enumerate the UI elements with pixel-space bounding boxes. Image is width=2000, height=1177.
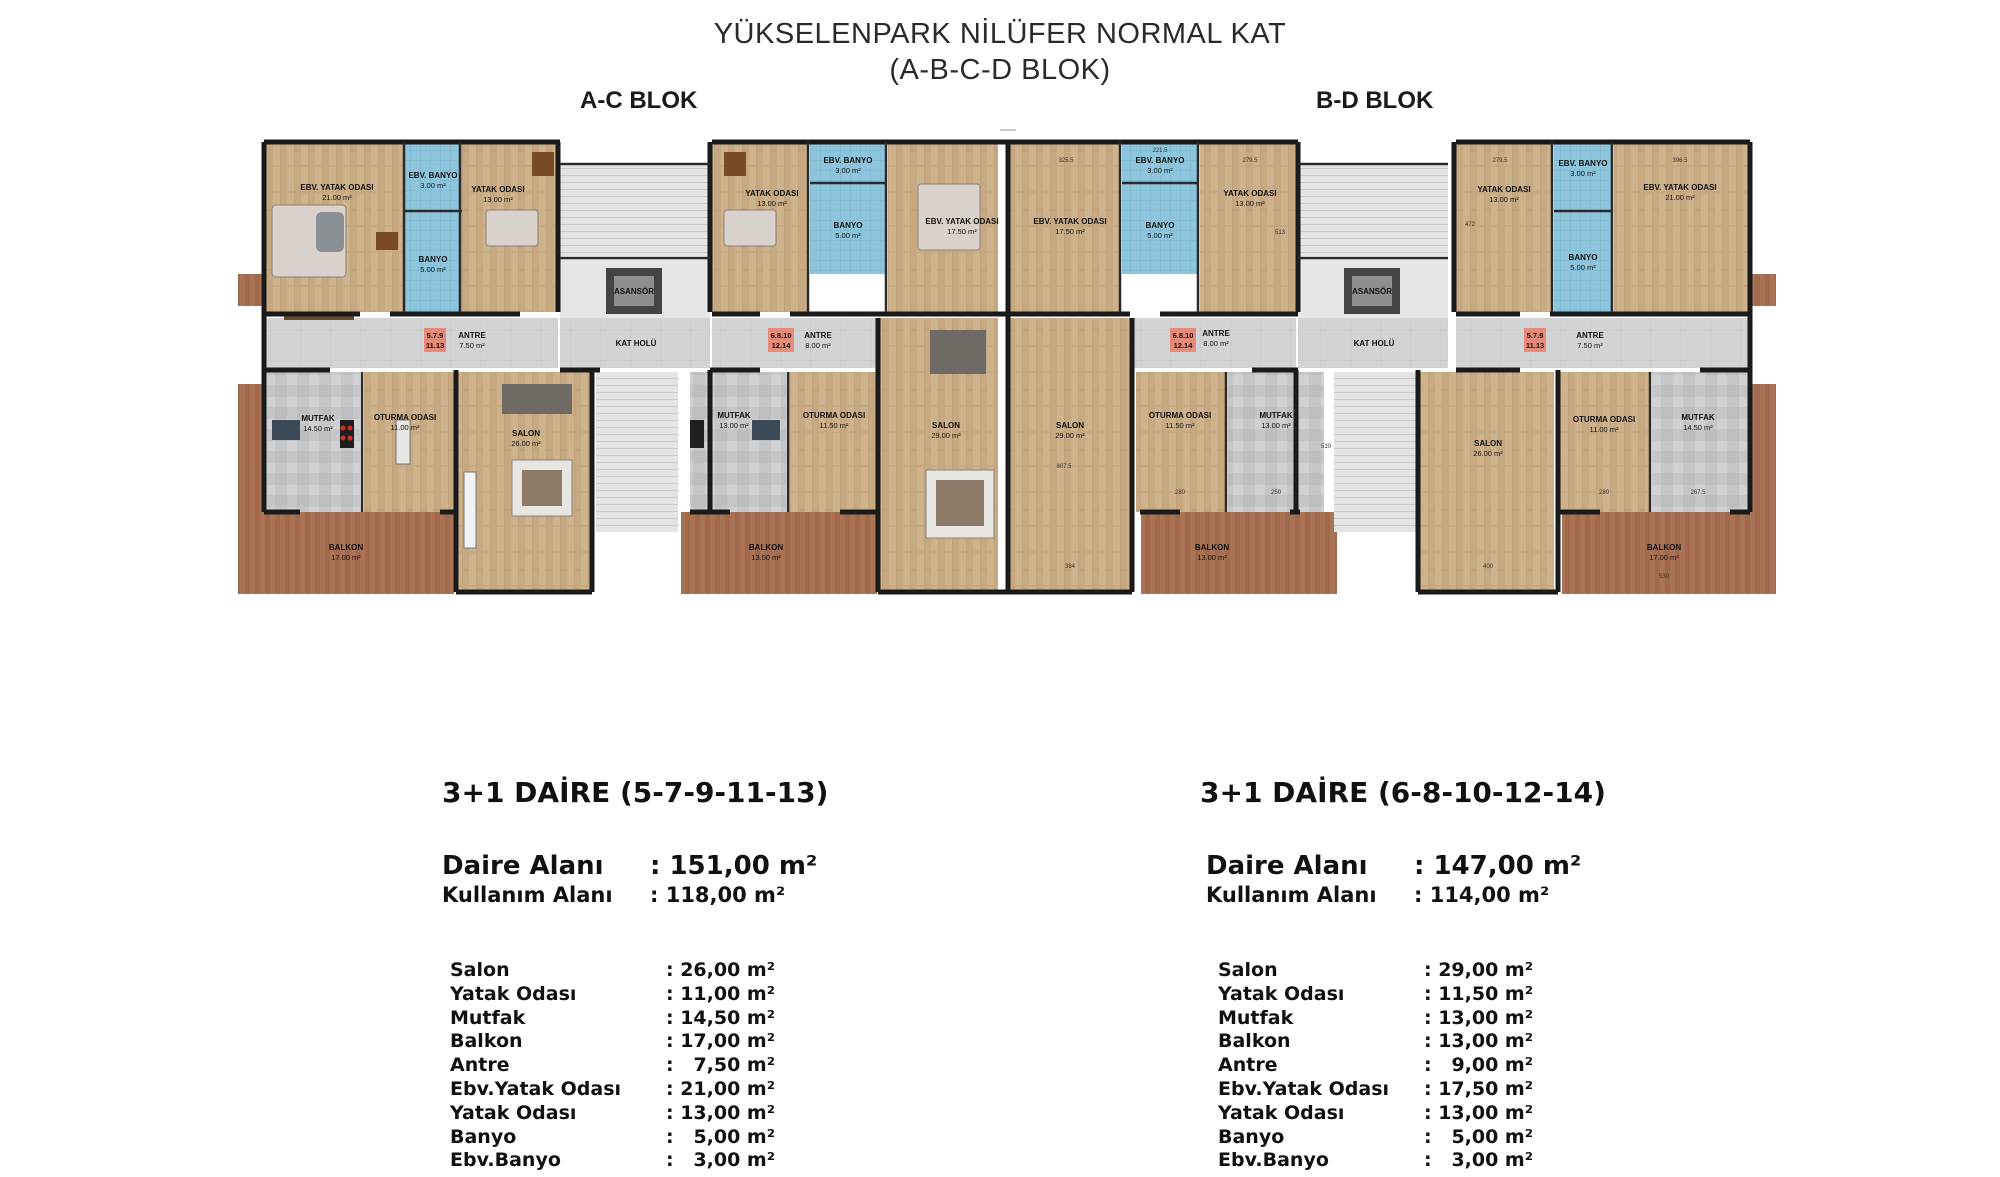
room-name: Ebv.Yatak Odası: [1218, 1077, 1390, 1100]
label-oturma-3: OTURMA ODASI: [1148, 411, 1212, 420]
dim-279-5: 279.5: [1242, 158, 1258, 164]
tag-apt-2a: 6.8.10: [770, 331, 792, 340]
room-area: : 13,00 m²: [1424, 1101, 1534, 1124]
room-name: Mutfak: [1218, 1006, 1294, 1029]
area-yatak-2: 13.00 m²: [757, 199, 787, 208]
area-salon-2: 29.00 m²: [931, 431, 961, 440]
area-antre-2: 8.00 m²: [805, 341, 831, 350]
dim-267-5: 267.5: [1690, 490, 1706, 496]
label-yatak-3: YATAK ODASI: [1223, 189, 1277, 198]
room-name: Balkon: [450, 1030, 523, 1053]
label-oturma-4: OTURMA ODASI: [1572, 415, 1636, 424]
tag-apt-1b: 11.13: [425, 341, 445, 350]
dim-221-5: 221.5: [1152, 148, 1168, 154]
room-name: Antre: [450, 1054, 510, 1077]
room-area: : 13,00 m²: [666, 1101, 776, 1124]
label-banyo-4: BANYO: [1568, 253, 1598, 262]
plan-title: YÜKSELENPARK NİLÜFER NORMAL KAT: [713, 18, 1287, 50]
label-ebv-banyo-3: EBV. BANYO: [1135, 156, 1185, 165]
room-name: Antre: [1218, 1054, 1278, 1077]
label-kat-holu-2: KAT HOLÜ: [1353, 339, 1395, 348]
room-row: [1218, 1126, 1606, 1150]
room-area: : 13,00 m²: [1424, 1006, 1534, 1029]
plan-subtitle: (A-B-C-D BLOK): [889, 54, 1111, 86]
room-area: : 14,50 m²: [666, 1006, 776, 1029]
apartment-title: 3+1 DAİRE (6-8-10-12-14): [1200, 776, 1606, 809]
label-mutfak-1: MUTFAK: [301, 414, 335, 423]
label-kat-holu-1: KAT HOLÜ: [615, 339, 657, 348]
tag-apt-4b: 11.13: [1525, 341, 1545, 350]
room-area: : 3,00 m²: [666, 1149, 776, 1172]
area-yatak-4: 13.00 m²: [1489, 195, 1519, 204]
label-banyo-3: BANYO: [1145, 221, 1175, 230]
area-antre-4: 7.50 m²: [1577, 341, 1603, 350]
daire-alani-label: Daire Alanı: [442, 851, 604, 881]
label-yatak-1: YATAK ODASI: [471, 185, 525, 194]
dim-510: 510: [1320, 444, 1332, 450]
room-name: Yatak Odası: [450, 1101, 577, 1124]
area-balkon-2: 13.00 m²: [751, 553, 781, 562]
room-row: [1218, 959, 1606, 983]
area-oturma-3: 11.50 m²: [1165, 421, 1195, 430]
area-salon-3: 29.00 m²: [1055, 431, 1085, 440]
room-row: [1218, 1007, 1606, 1031]
daire-alani-value: : 147,00 m²: [1414, 851, 1582, 881]
area-ebv-banyo-4: 3.00 m²: [1570, 169, 1596, 178]
kullanim-alani-row: [1206, 883, 1606, 907]
area-oturma-2: 11.50 m²: [819, 421, 849, 430]
room-row: [1218, 983, 1606, 1007]
room-row: [1218, 1102, 1606, 1126]
room-name: Yatak Odası: [450, 982, 577, 1005]
area-ebv-yatak-1: 21.00 m²: [322, 193, 352, 202]
room-name: Salon: [450, 959, 510, 981]
label-salon-3: SALON: [1056, 421, 1084, 430]
room-name: Salon: [1218, 959, 1278, 981]
tag-apt-1a: 5.7.9: [426, 331, 444, 340]
daire-alani-row: [1206, 851, 1606, 881]
room-row: [450, 1149, 828, 1173]
room-name: Ebv.Yatak Odası: [450, 1077, 622, 1100]
dim-400: 400: [1482, 564, 1494, 570]
area-salon-4: 26.00 m²: [1473, 449, 1503, 458]
apartment-info-right: [1200, 776, 1606, 1173]
label-balkon-2: BALKON: [748, 543, 784, 552]
room-row: [450, 1078, 828, 1102]
label-yatak-4: YATAK ODASI: [1477, 185, 1531, 194]
label-antre-3: ANTRE: [1202, 329, 1230, 338]
label-oturma-2: OTURMA ODASI: [802, 411, 866, 420]
tag-apt-4a: 5.7.9: [1526, 331, 1544, 340]
label-antre-2: ANTRE: [804, 331, 832, 340]
label-ebv-yatak-4: EBV. YATAK ODASI: [1643, 183, 1717, 192]
kullanim-alani-label: Kullanım Alanı: [1206, 883, 1377, 907]
area-antre-1: 7.50 m²: [459, 341, 485, 350]
room-row: [1218, 1149, 1606, 1173]
room-area: : 11,50 m²: [1424, 982, 1534, 1005]
area-oturma-1: 11.00 m²: [390, 423, 420, 432]
label-ebv-banyo-1: EBV. BANYO: [408, 171, 458, 180]
area-salon-1: 26.00 m²: [511, 439, 541, 448]
room-list: [450, 959, 828, 1173]
room-name: Banyo: [450, 1125, 517, 1148]
room-row: [450, 959, 828, 983]
dim-530: 530: [1658, 574, 1670, 580]
room-area: : 29,00 m²: [1424, 959, 1534, 981]
room-area: : 5,00 m²: [666, 1125, 776, 1148]
dim-513: 513: [1274, 230, 1286, 236]
daire-alani-value: : 151,00 m²: [650, 851, 818, 881]
area-banyo-2: 5.00 m²: [835, 231, 861, 240]
label-asansor-2: ASANSÖR: [1351, 287, 1393, 296]
tag-apt-3b: 12.14: [1173, 341, 1193, 350]
label-salon-1: SALON: [512, 429, 540, 438]
label-balkon-4: BALKON: [1646, 543, 1682, 552]
dim-325-5: 325.5: [1058, 158, 1074, 164]
area-mutfak-3: 13.00 m²: [1261, 421, 1291, 430]
label-balkon-1: BALKON: [328, 543, 364, 552]
dim-384: 384: [1064, 564, 1076, 570]
label-antre-4: ANTRE: [1576, 331, 1604, 340]
area-ebv-yatak-2: 17.50 m²: [947, 227, 977, 236]
room-name: Ebv.Banyo: [1218, 1149, 1329, 1172]
room-row: [450, 983, 828, 1007]
dim-807-5: 807.5: [1056, 464, 1072, 470]
apartment-info-left: [442, 776, 828, 1173]
room-name: Yatak Odası: [1218, 982, 1345, 1005]
label-banyo-2: BANYO: [833, 221, 863, 230]
label-salon-2: SALON: [932, 421, 960, 430]
room-name: Ebv.Banyo: [450, 1149, 561, 1172]
area-antre-3: 8.00 m²: [1203, 339, 1229, 348]
area-ebv-banyo-1: 3.00 m²: [420, 181, 446, 190]
block-label-right: B-D BLOK: [1316, 87, 1434, 114]
label-balkon-3: BALKON: [1194, 543, 1230, 552]
room-name: Yatak Odası: [1218, 1101, 1345, 1124]
area-yatak-3: 13.00 m²: [1235, 199, 1265, 208]
dim-280-b: 280: [1598, 490, 1610, 496]
room-area: : 13,00 m²: [1424, 1030, 1534, 1053]
tag-apt-2b: 12.14: [771, 341, 791, 350]
dim-472: 472: [1464, 222, 1476, 228]
room-area: : 5,00 m²: [1424, 1125, 1534, 1148]
room-row: [450, 1102, 828, 1126]
kullanim-alani-value: : 118,00 m²: [650, 883, 786, 907]
label-oturma-1: OTURMA ODASI: [373, 413, 437, 422]
dim-279-5-b: 279.5: [1492, 158, 1508, 164]
daire-alani-row: [442, 851, 828, 881]
label-ebv-yatak-1: EBV. YATAK ODASI: [300, 183, 374, 192]
area-banyo-1: 5.00 m²: [420, 265, 446, 274]
label-mutfak-2: MUTFAK: [717, 411, 751, 420]
label-ebv-banyo-4: EBV. BANYO: [1558, 159, 1608, 168]
area-ebv-banyo-2: 3.00 m²: [835, 166, 861, 175]
label-asansor-1: ASANSÖR: [613, 287, 655, 296]
room-name: Mutfak: [450, 1006, 526, 1029]
room-area: : 26,00 m²: [666, 959, 776, 981]
area-mutfak-2: 13.00 m²: [719, 421, 749, 430]
area-ebv-yatak-4: 21.00 m²: [1665, 193, 1695, 202]
tag-apt-3a: 6.8.10: [1172, 331, 1194, 340]
area-ebv-yatak-3: 17.50 m²: [1055, 227, 1085, 236]
dim-396-5: 396.5: [1672, 158, 1688, 164]
room-row: [1218, 1030, 1606, 1054]
room-row: [450, 1030, 828, 1054]
kullanim-alani-value: : 114,00 m²: [1414, 883, 1550, 907]
area-mutfak-1: 14.50 m²: [303, 424, 333, 433]
room-area: : 7,50 m²: [666, 1054, 776, 1077]
area-yatak-1: 13.00 m²: [483, 195, 513, 204]
room-area: : 17,00 m²: [666, 1030, 776, 1053]
label-banyo-1: BANYO: [418, 255, 448, 264]
area-banyo-3: 5.00 m²: [1147, 231, 1173, 240]
room-row: [450, 1126, 828, 1150]
dim-280: 280: [1174, 490, 1186, 496]
room-area: : 11,00 m²: [666, 982, 776, 1005]
label-mutfak-3: MUTFAK: [1259, 411, 1293, 420]
room-row: [1218, 1078, 1606, 1102]
room-name: Banyo: [1218, 1125, 1285, 1148]
room-row: [1218, 1054, 1606, 1078]
area-balkon-1: 17.00 m²: [331, 553, 361, 562]
area-balkon-3: 13.00 m²: [1197, 553, 1227, 562]
area-ebv-banyo-3: 3.00 m²: [1147, 166, 1173, 175]
room-row: [450, 1054, 828, 1078]
label-ebv-yatak-3: EBV. YATAK ODASI: [1033, 217, 1107, 226]
room-area: : 17,50 m²: [1424, 1077, 1534, 1100]
room-list: [1218, 959, 1606, 1173]
room-area: : 3,00 m²: [1424, 1149, 1534, 1172]
dim-250: 250: [1270, 490, 1282, 496]
label-yatak-2: YATAK ODASI: [745, 189, 799, 198]
label-salon-4: SALON: [1474, 439, 1502, 448]
area-oturma-4: 11.00 m²: [1589, 425, 1619, 434]
daire-alani-label: Daire Alanı: [1206, 851, 1368, 881]
label-ebv-yatak-2: EBV. YATAK ODASI: [925, 217, 999, 226]
label-ebv-banyo-2: EBV. BANYO: [823, 156, 873, 165]
room-area: : 9,00 m²: [1424, 1054, 1534, 1077]
room-area: : 21,00 m²: [666, 1077, 776, 1100]
apartment-title: 3+1 DAİRE (5-7-9-11-13): [442, 776, 829, 809]
kullanim-alani-row: [442, 883, 828, 907]
area-balkon-4: 17.00 m²: [1649, 553, 1679, 562]
block-label-left: A-C BLOK: [580, 87, 698, 114]
room-name: Balkon: [1218, 1030, 1291, 1053]
area-banyo-4: 5.00 m²: [1570, 263, 1596, 272]
label-antre-1: ANTRE: [458, 331, 486, 340]
kullanim-alani-label: Kullanım Alanı: [442, 883, 613, 907]
area-mutfak-4: 14.50 m²: [1683, 423, 1713, 432]
label-mutfak-4: MUTFAK: [1681, 413, 1715, 422]
room-row: [450, 1007, 828, 1031]
